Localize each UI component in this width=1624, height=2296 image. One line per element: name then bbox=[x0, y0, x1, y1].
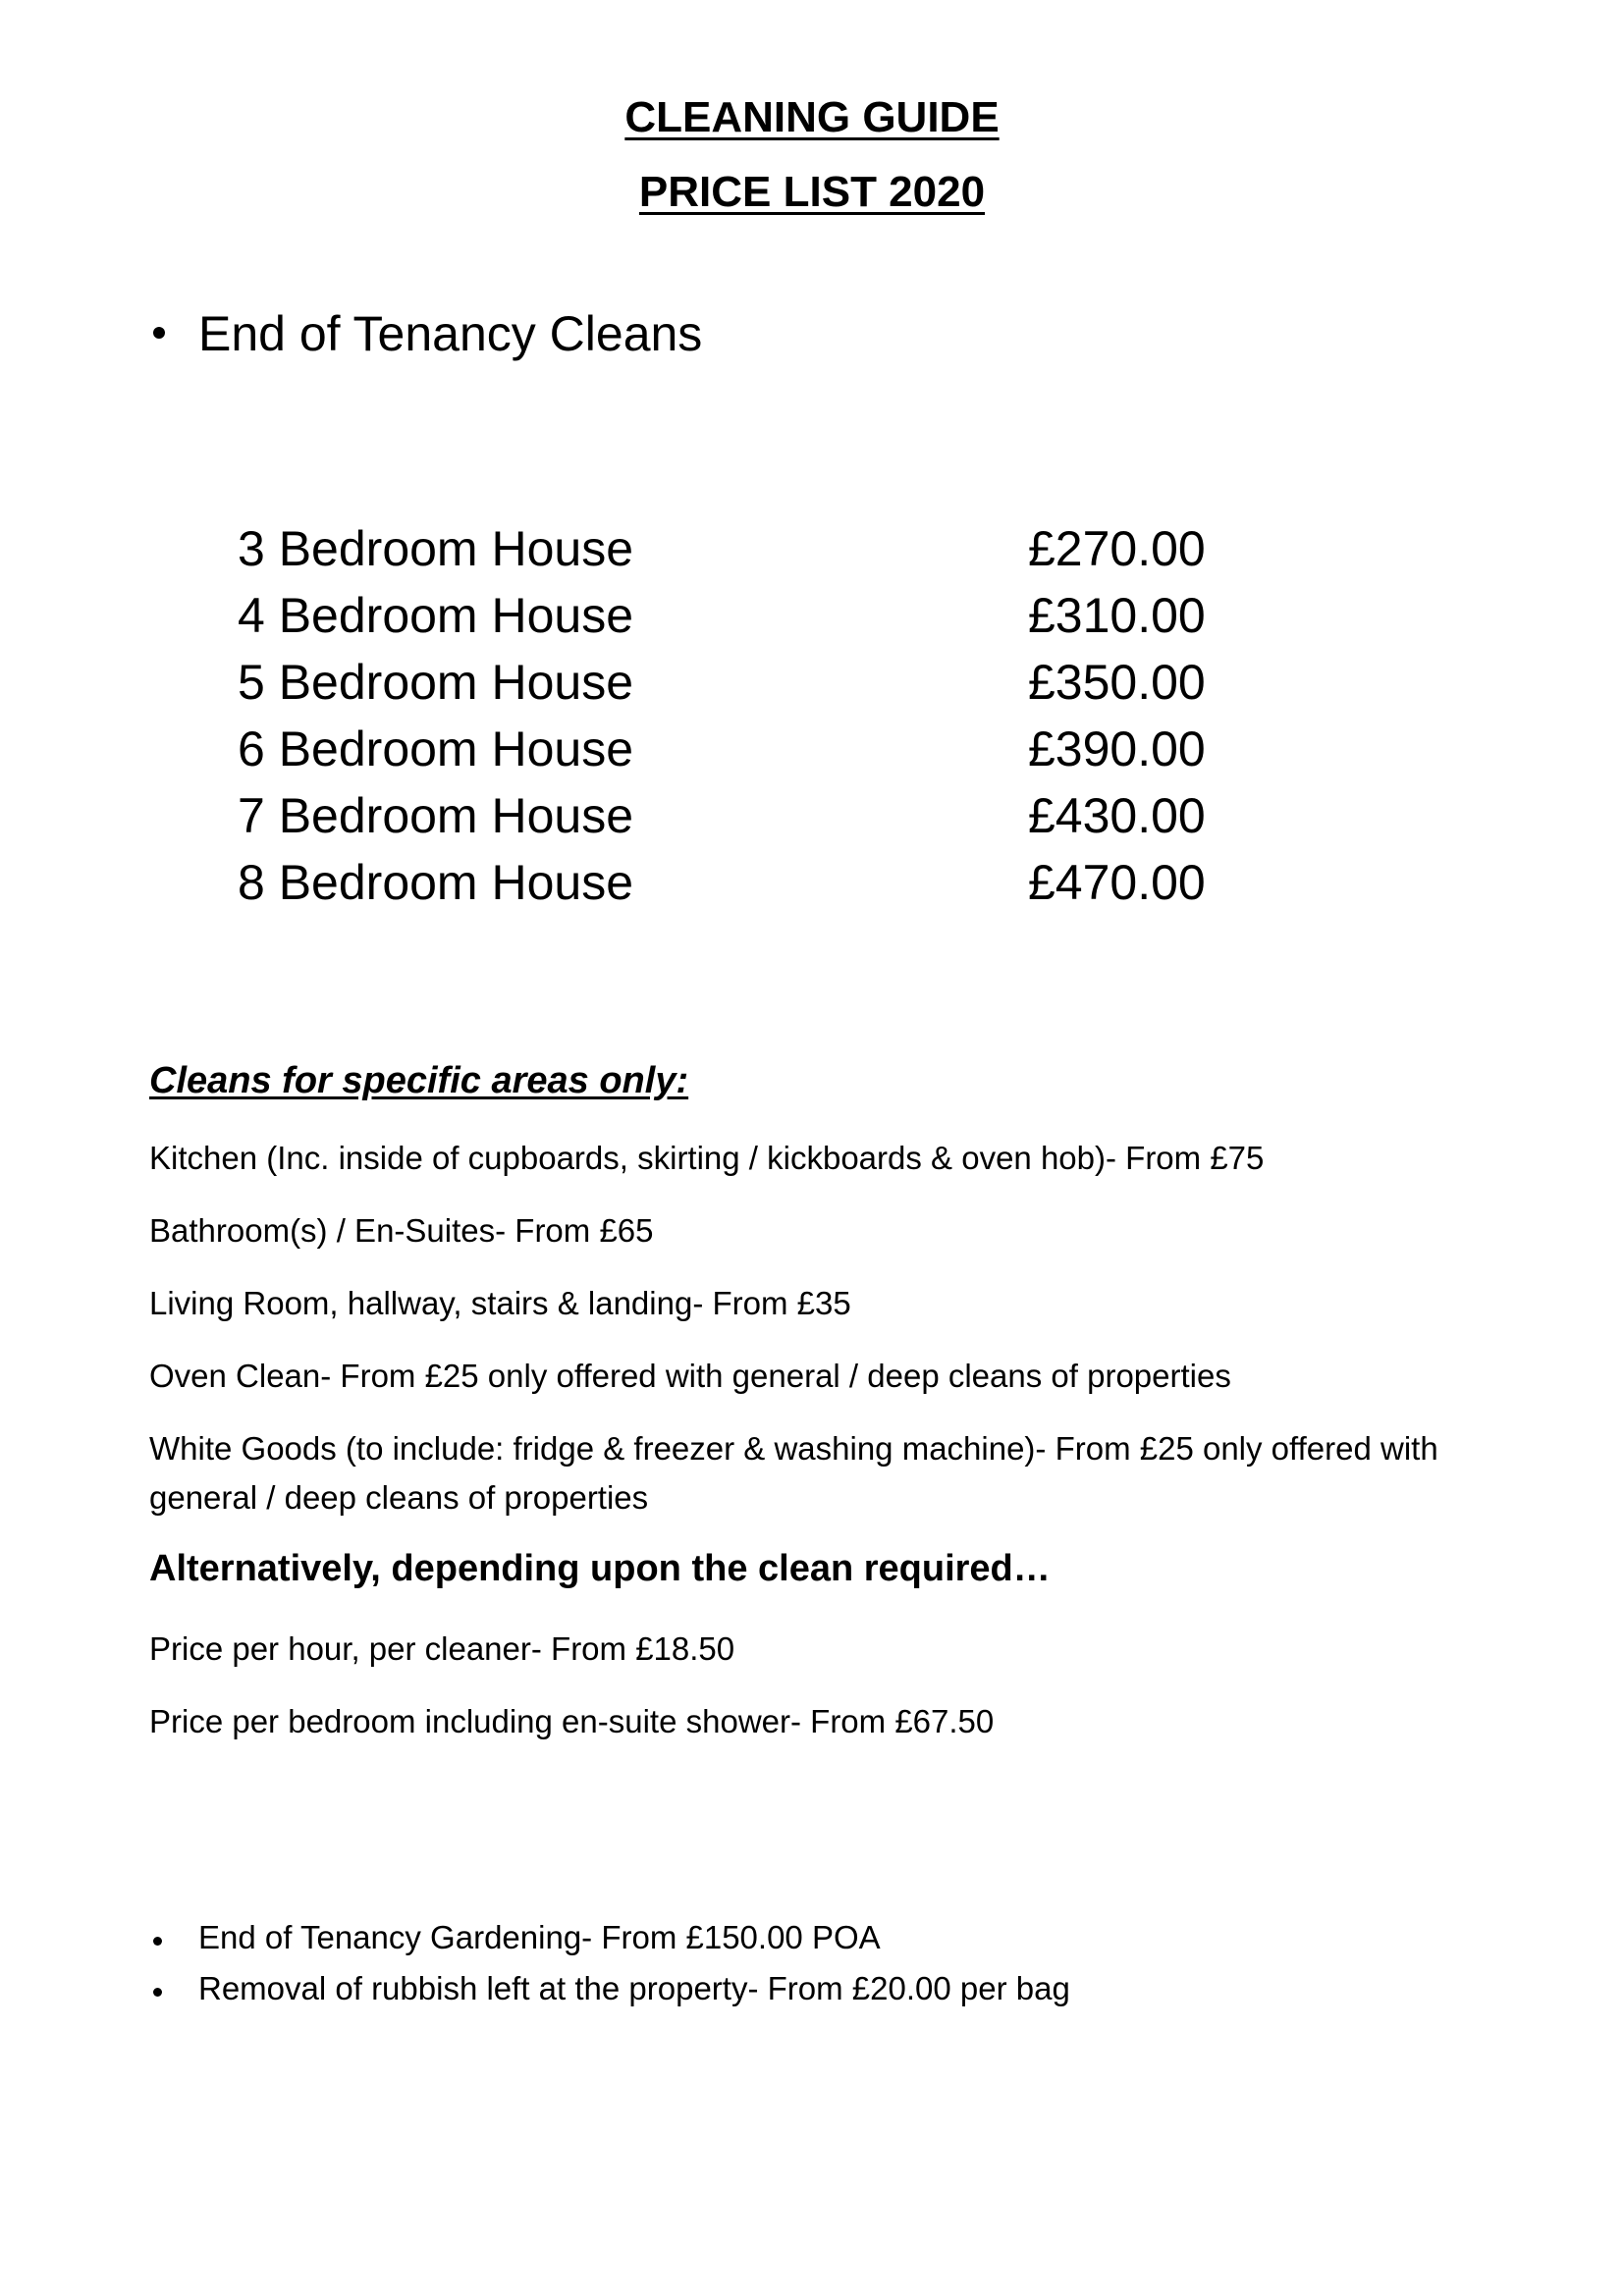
list-item-text: Removal of rubbish left at the property- From £20.00 per bag bbox=[198, 1970, 1070, 2006]
bullet-icon bbox=[153, 1937, 162, 1946]
price-item-name: 7 Bedroom House bbox=[238, 788, 634, 843]
main-bullet-text: End of Tenancy Cleans bbox=[198, 306, 703, 361]
document-title: CLEANING GUIDE bbox=[624, 93, 1000, 141]
specific-item: Kitchen (Inc. inside of cupboards, skirting / kickboards & oven hob)- From £75 bbox=[149, 1140, 1265, 1176]
price-item-name: 6 Bedroom House bbox=[238, 721, 634, 776]
price-item-value: £270.00 bbox=[1028, 521, 1206, 576]
specific-item: Living Room, hallway, stairs & landing- From £35 bbox=[149, 1285, 851, 1321]
price-item-value: £390.00 bbox=[1028, 721, 1206, 776]
price-item-name: 4 Bedroom House bbox=[238, 588, 634, 643]
specific-item: Bathroom(s) / En-Suites- From £65 bbox=[149, 1212, 654, 1249]
bullet-icon bbox=[153, 327, 165, 339]
price-item-value: £310.00 bbox=[1028, 588, 1206, 643]
price-item-name: 8 Bedroom House bbox=[238, 855, 634, 910]
price-item-value: £470.00 bbox=[1028, 855, 1206, 910]
price-item-value: £350.00 bbox=[1028, 655, 1206, 710]
list-item-text: End of Tenancy Gardening- From £150.00 POA bbox=[198, 1919, 881, 1955]
specific-item: White Goods (to include: fridge & freezer & washing machine)- From £25 only offered with general / deep cleans of properties bbox=[149, 1430, 1438, 1516]
alternative-item: Price per bedroom including en-suite shower- From £67.50 bbox=[149, 1703, 995, 1739]
price-item-name: 5 Bedroom House bbox=[238, 655, 634, 710]
document-subtitle: PRICE LIST 2020 bbox=[638, 168, 986, 216]
specific-item: Oven Clean- From £25 only offered with general / deep cleans of properties bbox=[149, 1358, 1231, 1394]
alternative-item: Price per hour, per cleaner- From £18.50 bbox=[149, 1630, 735, 1667]
alternative-heading: Alternatively, depending upon the clean required… bbox=[149, 1548, 1051, 1589]
bullet-icon bbox=[153, 1988, 162, 1997]
price-item-value: £430.00 bbox=[1028, 788, 1206, 843]
price-item-name: 3 Bedroom House bbox=[238, 521, 634, 576]
specific-areas-heading: Cleans for specific areas only: bbox=[149, 1060, 689, 1101]
